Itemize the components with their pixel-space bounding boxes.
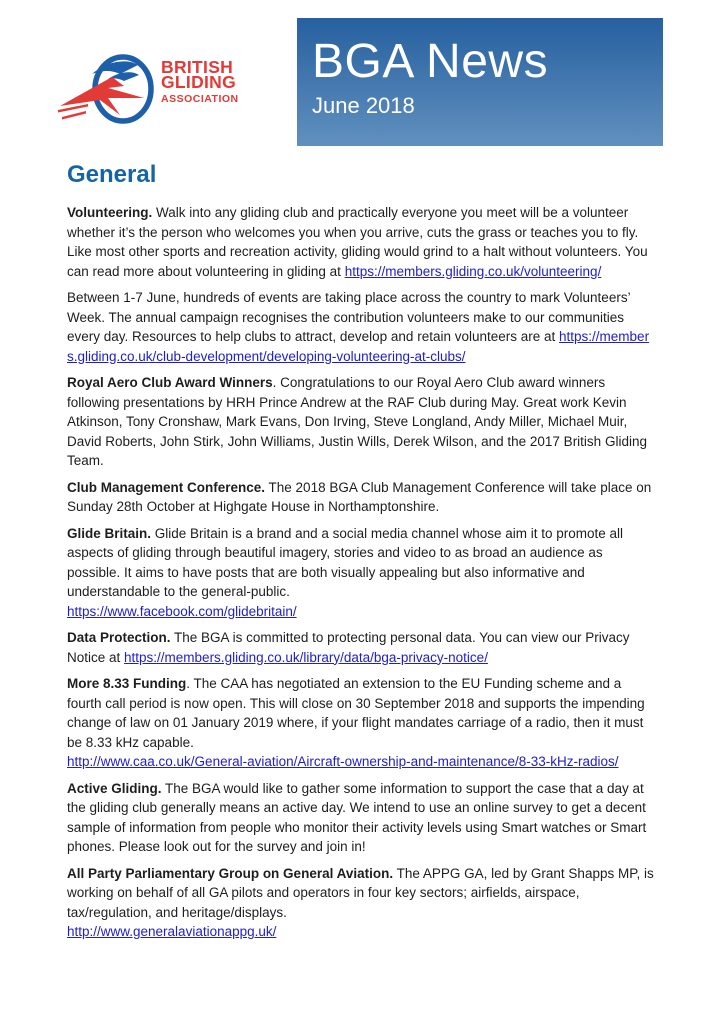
newsletter-issue-date: June 2018 (312, 93, 415, 118)
link-volunteering[interactable]: https://members.gliding.co.uk/volunteering/ (344, 263, 602, 279)
paragraph-royal-aero-club (67, 373, 659, 471)
paragraph-volunteering (67, 203, 659, 281)
text-volunteers-week: Between 1-7 June, hundreds of events are taking place across the country to mark Volunteers’ Week. The annual campaign recognises the contribution volunteers make to our communities every day. Resources to help clubs to attract, develop and retain volunteers are at (67, 290, 631, 344)
text-volunteering: Walk into any gliding club and practically everyone you meet will be a volunteer whether it’s the person who welcomes you when you arrive, cuts the grass or teaches you to fly. Like most other sports and recreation activity, gliding would grind to a halt without volunteers. You can read more about volunteering in gliding at (67, 205, 648, 279)
paragraph-volunteers-week (67, 288, 659, 366)
text-royal-aero-club: . Congratulations to our Royal Aero Club award winners following presentations by HRH Prince Andrew at the RAF Club during May. Great work Kevin Atkinson, Tony Cronshaw, Mark Evans, Don Irving, Steve Longland, Andy Miller, Michael Muir, David Roberts, John Stirk, John Williams, Justin Wills, Derek Wilson, and the 2017 British Gliding Team. (67, 375, 647, 468)
lead-volunteering: Volunteering. (67, 205, 153, 220)
link-glide-britain[interactable]: https://www.facebook.com/glidebritain/ (67, 603, 297, 619)
link-more-833-funding[interactable]: http://www.caa.co.uk/General-aviation/Aircraft-ownership-and-maintenance/8-33-kHz-radios/ (67, 754, 619, 769)
text-appg: The APPG GA, led by Grant Shapps MP, is working on behalf of all GA pilots and operators in four key sectors; airfields, airspace, tax/regulation, and heritage/displays. (67, 865, 654, 920)
lead-glide-britain: Glide Britain. (67, 525, 152, 541)
paragraph-more-833-funding (67, 674, 659, 772)
paragraph-active-gliding (67, 779, 659, 857)
logo-word-gliding: GLIDING (161, 72, 237, 92)
link-appg[interactable]: http://www.generalaviationappg.uk/ (67, 924, 277, 939)
logo-word-british: BRITISH (161, 57, 234, 77)
text-more-833-funding: . The CAA has negotiated an extension to the EU Funding scheme and a fourth call period is now open. This will close on 30 September 2018 and supports the impending change of law on 01 January 2019 where, if your flight mandates carriage of a radio, then it must be 8.33 kHz capable. (67, 676, 645, 750)
text-data-protection: The BGA is committed to protecting personal data. You can view our Privacy Notice at (67, 630, 630, 665)
text-club-management: The 2018 BGA Club Management Conference will take place on Sunday 28th October at Highgate House in Northamptonshire. (67, 479, 652, 514)
section-heading-general: General (67, 161, 157, 188)
logo-word-association: ASSOCIATION (161, 93, 239, 105)
lead-royal-aero-club: Royal Aero Club Award Winners (67, 375, 273, 390)
newsletter-banner (297, 18, 663, 146)
lead-more-833-funding: More 8.33 Funding (67, 676, 187, 691)
lead-appg: All Party Parliamentary Group on General Aviation. (67, 865, 394, 881)
paragraph-club-management (67, 478, 659, 517)
lead-active-gliding: Active Gliding. (67, 780, 162, 796)
bga-logo-wordmark (161, 57, 239, 105)
paragraph-glide-britain (67, 524, 659, 622)
text-active-gliding: The BGA would like to gather some information to support the case that a day at the gliding club generally means an active day. We intend to use an online survey to get a decent sample of information from people who monitor their activity levels using Smart watches or Smart phones. Please look out for the survey and join in! (67, 780, 647, 854)
newsletter-title: BGA News (312, 35, 549, 88)
link-data-protection[interactable]: https://members.gliding.co.uk/library/data/bga-privacy-notice/ (124, 649, 488, 665)
newsletter-body (67, 162, 659, 949)
paragraph-appg (67, 864, 659, 942)
text-glide-britain: Glide Britain is a brand and a social media channel whose aim it to promote all aspects of gliding through beautiful imagery, stories and video to as broad an audience as possible. It aims to have posts that are both visually appealing but also informative and understandable to the general-public. (67, 525, 624, 599)
lead-club-management: Club Management Conference. (67, 479, 266, 495)
lead-data-protection: Data Protection. (67, 630, 171, 645)
link-volunteers-week[interactable]: https://members.gliding.co.uk/club-development/developing-volunteering-at-clubs/ (67, 329, 650, 364)
paragraph-data-protection (67, 628, 659, 667)
